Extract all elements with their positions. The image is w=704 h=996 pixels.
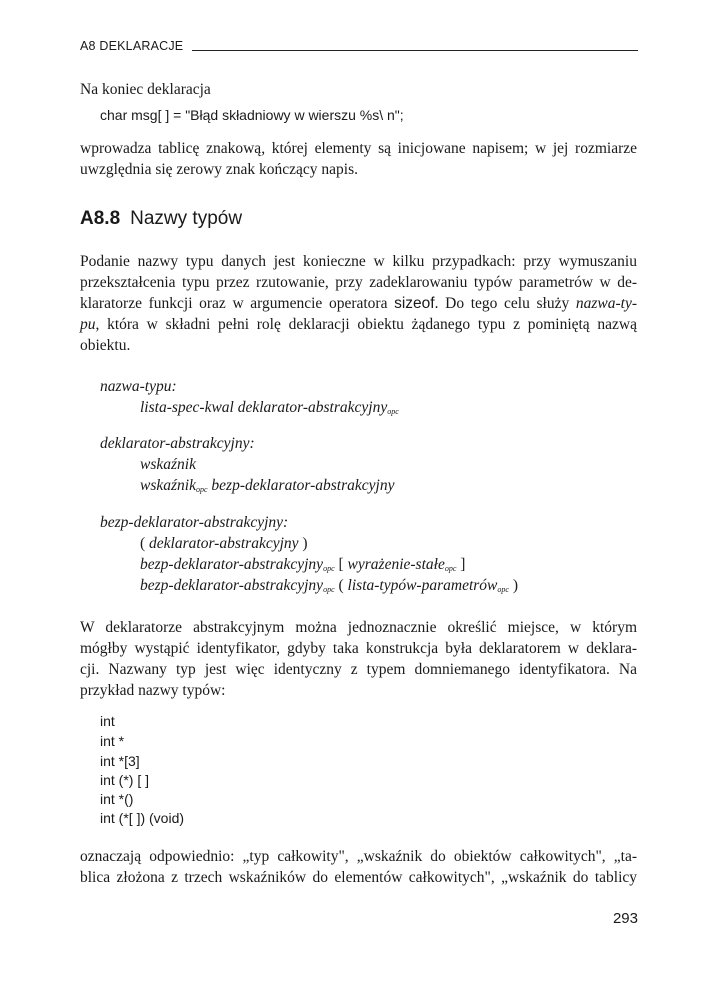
grammar-rule-production: bezp-deklarator-abstrakcyjny$_{opc}$ ( lista-typów-parametrów$_{opc}$ ) — [140, 577, 518, 594]
grammar-rule-production: wskaźnik$_{opc}$ bezp-deklarator-abstrakcyjny — [140, 477, 395, 494]
section-title: Nazwy typów — [130, 208, 243, 229]
example-type-name: int (*) [ ] — [100, 772, 150, 788]
paragraph-line: cji. Nazwany typ jest więc identyczny z typem domniemanego identyfikatora. Na — [80, 661, 637, 678]
paragraph-line: obiektu. — [80, 337, 131, 354]
example-type-name: int * — [100, 733, 125, 749]
paragraph-line: mógłby wystąpić identyfikator, gdyby taka konstrukcja była deklaratorem w deklara- — [80, 640, 637, 657]
paragraph-type-names — [80, 251, 637, 356]
grammar-rule-production: lista-spec-kwal deklarator-abstrakcyjny$_{opc}$ — [140, 399, 399, 416]
paragraph-line: blica złożona z trzech wskaźników do elementów całkowitych", „wskaźnik do tablicy — [80, 869, 637, 886]
grammar-rule-production: wskaźnik — [140, 456, 196, 473]
paragraph-line: klaratorze funkcji oraz w argumencie operatora sizeof. Do tego celu służy nazwa-ty- — [80, 295, 637, 312]
paragraph-line: wprowadza tablicę znakową, której elementy są inicjowane napisem; w jej rozmiarze — [80, 140, 637, 157]
paragraph-line: pu, która w składni pełni rolę deklaracji obiektu żądanego typu z pominiętą nazwą — [80, 316, 637, 333]
header-rule — [192, 50, 638, 51]
example-type-name: int *() — [100, 791, 134, 807]
running-title: A8 DEKLARACJE — [80, 39, 184, 53]
sizeof-keyword: sizeof — [394, 295, 435, 312]
grammar-rule-head: nazwa-typu: — [100, 378, 177, 395]
intro-code: char msg[ ] = "Błąd składniowy w wierszu %s\ n"; — [100, 107, 404, 123]
paragraph-line: Podanie nazwy typu danych jest konieczne w kilku przypadkach: przy wymuszaniu — [80, 253, 637, 270]
paragraph-abstract-declarator — [80, 617, 637, 701]
running-header — [80, 38, 638, 54]
term-italic: nazwa-ty- — [575, 295, 637, 312]
grammar-rule-head: bezp-deklarator-abstrakcyjny: — [100, 514, 289, 531]
paragraph-line: oznaczają odpowiednio: „typ całkowity", „wskaźnik do obiektów całkowitych", „ta- — [80, 848, 637, 865]
paragraph-line: przekształcenia typu przez rzutowanie, przy zadeklarowaniu typów parametrów w de- — [80, 274, 637, 291]
paragraph-line: W deklaratorze abstrakcyjnym można jednoznacznie określić miejsce, w którym — [80, 619, 637, 636]
intro-line: Na koniec deklaracja — [80, 81, 211, 98]
example-type-name: int *[3] — [100, 753, 140, 769]
grammar-rule-production: ( deklarator-abstrakcyjny ) — [140, 535, 308, 552]
intro-paragraph — [80, 138, 637, 180]
example-type-name: int — [100, 713, 115, 729]
example-type-name: int (*[ ]) (void) — [100, 810, 185, 826]
page-number: 293 — [612, 910, 638, 927]
grammar-rule-head: deklarator-abstrakcyjny: — [100, 435, 255, 452]
paragraph-meanings — [80, 846, 637, 888]
grammar-rule-production: bezp-deklarator-abstrakcyjny$_{opc}$ [ wyrażenie-stałe$_{opc}$ ] — [140, 556, 466, 573]
paragraph-line: uwzględnia się zerowy znak kończący napis. — [80, 161, 359, 178]
section-heading — [80, 206, 242, 232]
paragraph-line: przykład nazwy typów: — [80, 682, 226, 699]
section-number: A8.8 — [80, 208, 121, 229]
